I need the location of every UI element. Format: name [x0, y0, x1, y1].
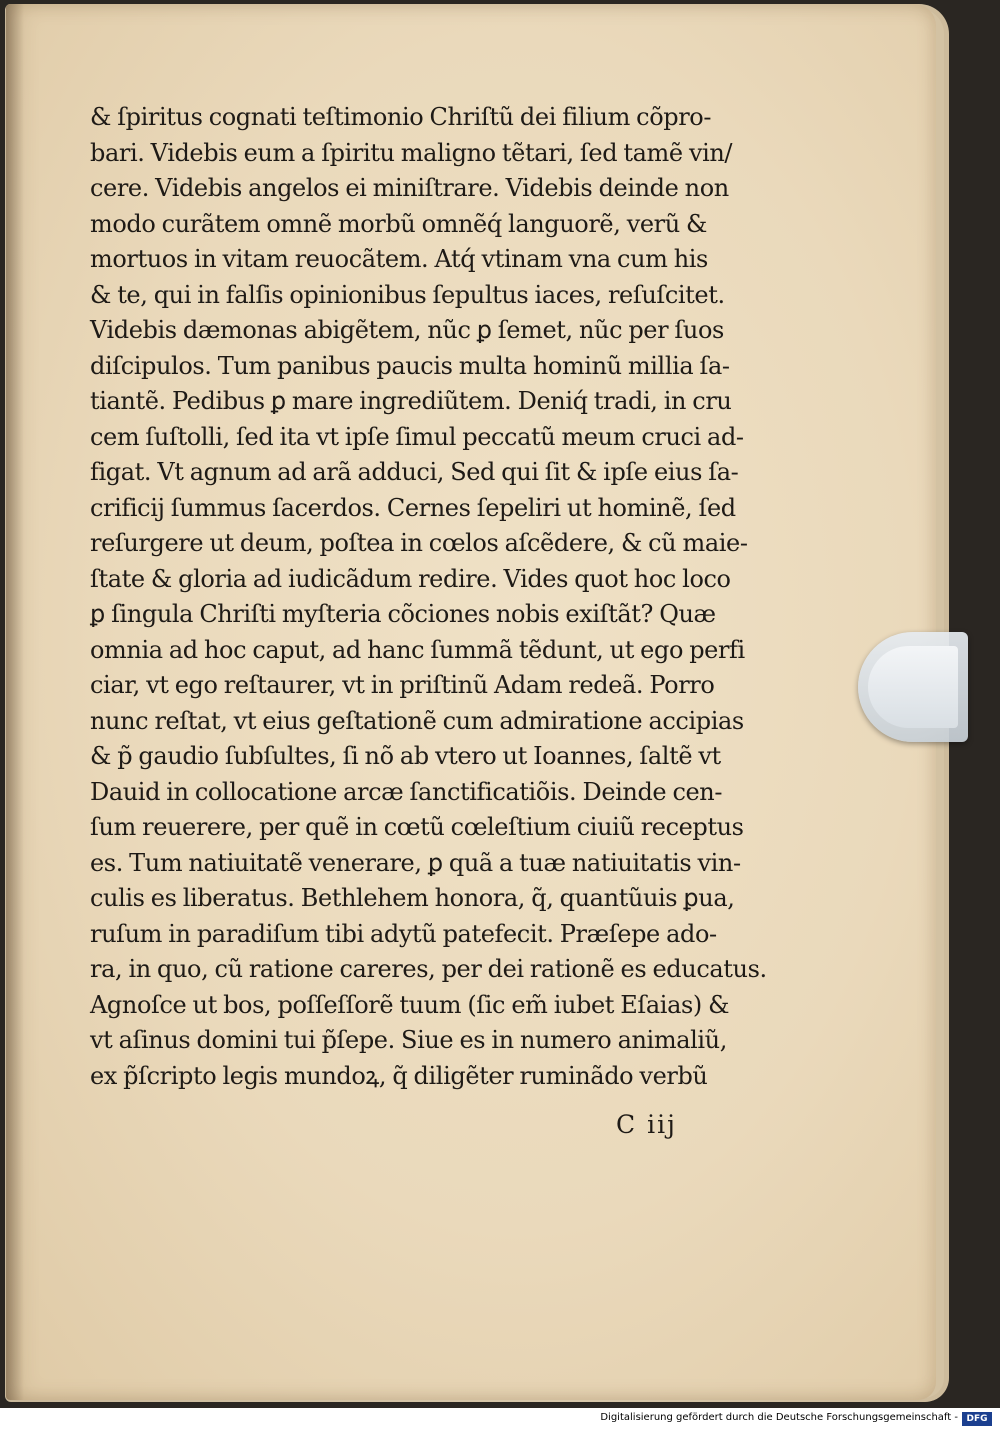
- text-line: cem ſuſtolli, ſed ita vt ipſe ſimul peccatũ meum cruci ad-: [90, 422, 744, 451]
- text-line: es. Tum natiuitatẽ venerare, ꝑ quã a tuæ natiuitatis vin-: [90, 848, 741, 877]
- text-line: reſurgere ut deum, poſtea in cœlos aſcẽdere, & cũ maie-: [90, 529, 748, 557]
- text-line: & ſpiritus cognati teſtimonio Chriſtũ dei filium cõpro-: [90, 103, 712, 131]
- text-line: tiantẽ. Pedibus ꝑ mare ingrediũtem. Deniq́ tradi, in cru: [90, 387, 732, 415]
- text-line: Videbis dæmonas abigẽtem, nũc ꝑ ſemet, nũc per ſuos: [90, 316, 724, 344]
- text-line: ꝑ ſingula Chriſti myſteria cõciones nobis exiſtãt? Quæ: [90, 600, 716, 628]
- text-line: Agnoſce ut bos, poſſeſſorẽ tuum (ſic em̃ iubet Eſaias) &: [90, 990, 730, 1019]
- dfg-logo: DFG: [962, 1412, 992, 1426]
- text-line: & p̃ gaudio ſubſultes, ſi nõ ab vtero ut Ioannes, ſaltẽ vt: [90, 742, 721, 770]
- text-line: mortuos in vitam reuocãtem. Atq́ vtinam vna cum his: [90, 245, 708, 273]
- text-line: vt aſinus domini tui p̃ſepe. Siue es in numero animaliũ,: [90, 1026, 727, 1054]
- text-line: ex p̃ſcripto legis mundoꝝ, q̃ diligẽter ruminãdo verbũ: [90, 1061, 708, 1090]
- text-line: diſcipulos. Tum panibus paucis multa hominũ millia ſa-: [90, 351, 730, 380]
- text-line: ſum reuerere, per quẽ in cœtũ cœleſtium ciuiũ receptus: [90, 813, 744, 841]
- text-line: bari. Videbis eum a ſpiritu maligno tẽtari, ſed tamẽ vin/: [90, 138, 733, 167]
- text-line: figat. Vt agnum ad arã adduci, Sed qui ſit & ipſe eius ſa-: [90, 458, 739, 486]
- text-line: culis es liberatus. Bethlehem honora, q̃, quantũuis ꝑua,: [90, 884, 735, 912]
- text-line: omnia ad hoc caput, ad hanc ſummã tẽdunt, ut ego perfi: [90, 635, 745, 664]
- text-line: Dauid in collocatione arcæ ſanctificatiõis. Deinde cen-: [90, 777, 723, 806]
- text-line: ciar, vt ego reſtaurer, vt in priſtinũ Adam redeã. Porro: [90, 671, 715, 699]
- text-line: & te, qui in falſis opinionibus ſepultus iaces, reſuſcitet.: [90, 280, 725, 309]
- text-line: modo curãtem omnẽ morbũ omnẽq́ languorẽ, verũ &: [90, 209, 707, 238]
- text-line: nunc reſtat, vt eius geſtationẽ cum admiratione accipias: [90, 706, 744, 735]
- text-line: ra, in quo, cũ ratione careres, per dei rationẽ es educatus.: [90, 955, 767, 983]
- page-clip: [858, 632, 968, 742]
- text-line: ſtate & gloria ad iudicãdum redire. Vides quot hoc loco: [90, 564, 731, 593]
- text-line: cere. Videbis angelos ei miniſtrare. Videbis deinde non: [90, 174, 729, 202]
- book-page: [6, 4, 936, 1400]
- footer-credit: Digitalisierung gefördert durch die Deutsche Forschungsgemeinschaft -: [600, 1412, 958, 1423]
- footer-bar: [0, 1408, 1000, 1431]
- text-line: ruſum in paradiſum tibi adytũ patefecit. Præſepe ado-: [90, 919, 717, 948]
- page-text-block: [90, 100, 767, 1094]
- text-line: crificij ſummus ſacerdos. Cernes ſepeliri ut hominẽ, ſed: [90, 493, 736, 522]
- page-gutter-shadow: [6, 4, 24, 1400]
- signature-mark: C iij: [616, 1110, 677, 1139]
